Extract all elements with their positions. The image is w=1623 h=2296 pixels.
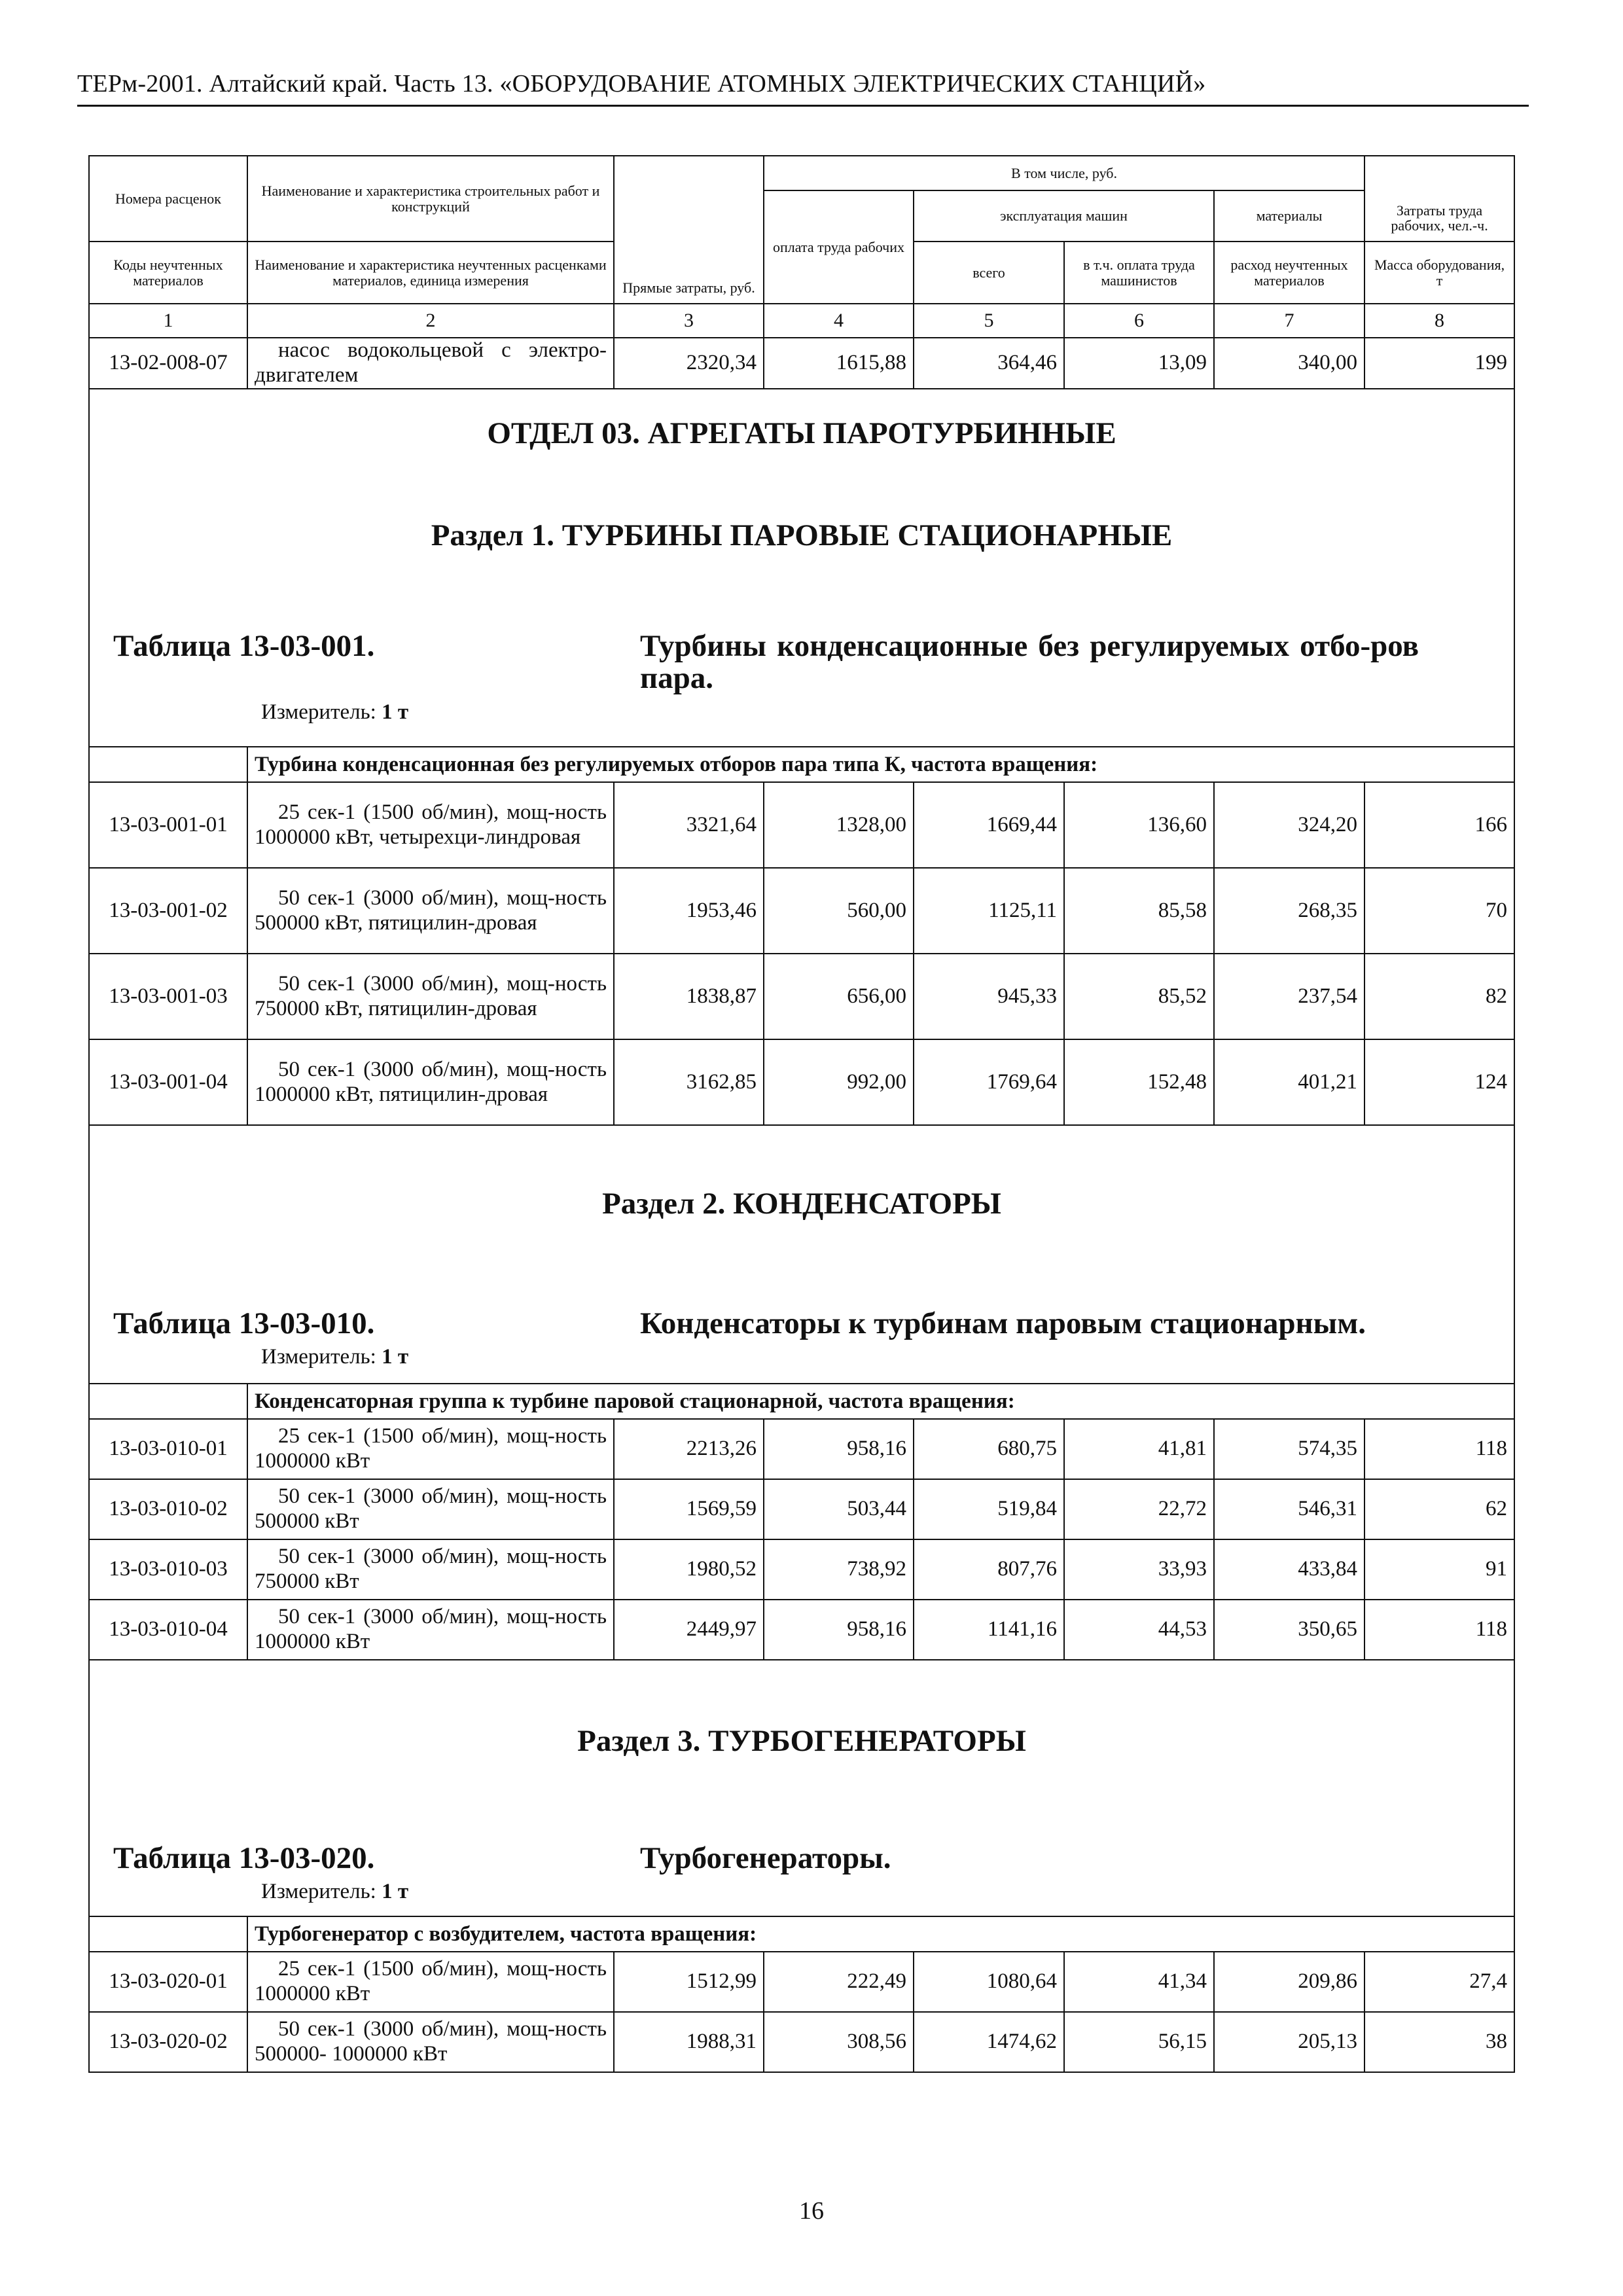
labor-costs-value: 199 bbox=[1364, 338, 1514, 389]
column-numbers-row bbox=[89, 304, 1514, 338]
rate-name-text: 50 сек-1 (3000 об/мин), мощ-ность 500000- 1000000 кВт bbox=[255, 2017, 607, 2066]
machine-total-value: 1125,11 bbox=[914, 868, 1064, 954]
group-row bbox=[89, 1916, 1514, 1952]
col-number: 2 bbox=[247, 304, 614, 338]
table-row bbox=[89, 2012, 1514, 2072]
direct-costs-value: 3321,64 bbox=[614, 782, 764, 868]
materials-value: 324,20 bbox=[1214, 782, 1364, 868]
table-row bbox=[89, 868, 1514, 954]
materials-value: 350,65 bbox=[1214, 1600, 1364, 1660]
worker-pay-value: 560,00 bbox=[764, 868, 914, 954]
direct-costs-value: 1953,46 bbox=[614, 868, 764, 954]
machinist-pay-value: 41,34 bbox=[1064, 1952, 1214, 2012]
labor-costs-value: 70 bbox=[1364, 868, 1514, 954]
group-row bbox=[89, 1384, 1514, 1419]
rate-name-text: 50 сек-1 (3000 об/мин), мощ-ность 1000000 кВт, пятицилин-дровая bbox=[255, 1057, 607, 1106]
rate-name bbox=[247, 1600, 614, 1660]
rate-name-text: 50 сек-1 (3000 об/мин), мощ-ность 1000000 кВт bbox=[255, 1605, 607, 1653]
col-number: 4 bbox=[764, 304, 914, 338]
rate-code: 13-03-001-04 bbox=[89, 1039, 247, 1125]
hdr-unaccounted-consumption: расход неучтенных материалов bbox=[1214, 242, 1364, 304]
machine-total-value: 1769,64 bbox=[914, 1039, 1064, 1125]
group-title: Конденсаторная группа к турбине паровой стационарной, частота вращения: bbox=[247, 1384, 1514, 1419]
direct-costs-value: 2449,97 bbox=[614, 1600, 764, 1660]
direct-costs-value: 1569,59 bbox=[614, 1479, 764, 1539]
meter bbox=[96, 1880, 1507, 1904]
table-title bbox=[96, 1842, 1507, 1874]
rate-name bbox=[247, 954, 614, 1039]
direct-costs-value: 1512,99 bbox=[614, 1952, 764, 2012]
hdr-total: всего bbox=[914, 242, 1064, 304]
machinist-pay-value: 44,53 bbox=[1064, 1600, 1214, 1660]
rate-name bbox=[247, 1419, 614, 1479]
direct-costs-value: 1980,52 bbox=[614, 1539, 764, 1600]
labor-costs-value: 38 bbox=[1364, 2012, 1514, 2072]
rate-code: 13-03-020-01 bbox=[89, 1952, 247, 2012]
group-row bbox=[89, 747, 1514, 782]
table-title bbox=[96, 1308, 1507, 1340]
table-number: Таблица 13-03-010. bbox=[113, 1306, 375, 1340]
rate-name-text: 25 сек-1 (1500 об/мин), мощ-ность 1000000 кВт bbox=[255, 1424, 607, 1473]
rate-code: 13-03-001-03 bbox=[89, 954, 247, 1039]
worker-pay-value: 738,92 bbox=[764, 1539, 914, 1600]
section-heading-row bbox=[89, 389, 1514, 747]
machine-total-value: 1141,16 bbox=[914, 1600, 1064, 1660]
rate-name bbox=[247, 1539, 614, 1600]
direct-costs-value: 2320,34 bbox=[614, 338, 764, 389]
hdr-incl-machinist-pay: в т.ч. оплата труда машинистов bbox=[1064, 242, 1214, 304]
table-row bbox=[89, 1039, 1514, 1125]
labor-costs-value: 118 bbox=[1364, 1600, 1514, 1660]
table-row bbox=[89, 782, 1514, 868]
table-number: Таблица 13-03-020. bbox=[113, 1841, 375, 1875]
rate-name bbox=[247, 2012, 614, 2072]
materials-value: 268,35 bbox=[1214, 868, 1364, 954]
labor-costs-value: 82 bbox=[1364, 954, 1514, 1039]
machine-total-value: 1080,64 bbox=[914, 1952, 1064, 2012]
col-number: 5 bbox=[914, 304, 1064, 338]
section-heading-row bbox=[89, 1660, 1514, 1916]
rate-name-text: 25 сек-1 (1500 об/мин), мощ-ность 1000000 кВт, четырехци-линдровая bbox=[255, 800, 607, 849]
meter bbox=[96, 1345, 1507, 1369]
materials-value: 205,13 bbox=[1214, 2012, 1364, 2072]
hdr-including: В том числе, руб. bbox=[764, 156, 1364, 190]
department-title: ОТДЕЛ 03. АГРЕГАТЫ ПАРОТУРБИННЫЕ bbox=[487, 416, 1116, 450]
machinist-pay-value: 41,81 bbox=[1064, 1419, 1214, 1479]
direct-costs-value: 1838,87 bbox=[614, 954, 764, 1039]
meter bbox=[96, 700, 1507, 725]
group-title: Турбогенератор с возбудителем, частота вращения: bbox=[247, 1916, 1514, 1952]
machinist-pay-value: 85,58 bbox=[1064, 868, 1214, 954]
header-rule bbox=[77, 105, 1529, 107]
meter-value: 1 т bbox=[382, 1345, 409, 1369]
machine-total-value: 1474,62 bbox=[914, 2012, 1064, 2072]
labor-costs-value: 118 bbox=[1364, 1419, 1514, 1479]
col-number: 8 bbox=[1364, 304, 1514, 338]
worker-pay-value: 656,00 bbox=[764, 954, 914, 1039]
meter-value: 1 т bbox=[382, 700, 409, 724]
meter-value: 1 т bbox=[382, 1880, 409, 1904]
worker-pay-value: 308,56 bbox=[764, 2012, 914, 2072]
page-number: 16 bbox=[799, 2197, 824, 2225]
materials-value: 401,21 bbox=[1214, 1039, 1364, 1125]
machine-total-value: 1669,44 bbox=[914, 782, 1064, 868]
machine-total-value: 680,75 bbox=[914, 1419, 1064, 1479]
rate-name-text: 50 сек-1 (3000 об/мин), мощ-ность 500000 кВт, пятицилин-дровая bbox=[255, 886, 607, 935]
materials-value: 209,86 bbox=[1214, 1952, 1364, 2012]
col-number: 3 bbox=[614, 304, 764, 338]
section-title: Раздел 1. ТУРБИНЫ ПАРОВЫЕ СТАЦИОНАРНЫЕ bbox=[431, 518, 1173, 552]
rate-code: 13-03-001-02 bbox=[89, 868, 247, 954]
labor-costs-value: 166 bbox=[1364, 782, 1514, 868]
rate-name bbox=[247, 782, 614, 868]
table-row bbox=[89, 338, 1514, 389]
hdr-unaccounted-codes: Коды неучтенных материалов bbox=[89, 242, 247, 304]
rate-name bbox=[247, 338, 614, 389]
rate-code: 13-03-001-01 bbox=[89, 782, 247, 868]
rate-name-text: 25 сек-1 (1500 об/мин), мощ-ность 1000000 кВт bbox=[255, 1957, 607, 2005]
table-name: Турбогенераторы. bbox=[640, 1841, 891, 1875]
materials-value: 574,35 bbox=[1214, 1419, 1364, 1479]
worker-pay-value: 958,16 bbox=[764, 1419, 914, 1479]
table-row bbox=[89, 1539, 1514, 1600]
rates-table bbox=[88, 155, 1515, 2073]
col-number: 6 bbox=[1064, 304, 1214, 338]
hdr-work-name: Наименование и характеристика строительных работ и конструкций bbox=[247, 156, 614, 242]
rate-name bbox=[247, 1039, 614, 1125]
table-row bbox=[89, 1952, 1514, 2012]
machine-total-value: 945,33 bbox=[914, 954, 1064, 1039]
rate-code: 13-03-010-01 bbox=[89, 1419, 247, 1479]
rate-name bbox=[247, 1952, 614, 2012]
worker-pay-value: 503,44 bbox=[764, 1479, 914, 1539]
worker-pay-value: 222,49 bbox=[764, 1952, 914, 2012]
machinist-pay-value: 136,60 bbox=[1064, 782, 1214, 868]
rate-code: 13-03-020-02 bbox=[89, 2012, 247, 2072]
hdr-unaccounted-names: Наименование и характеристика неучтенных расценками материалов, единица измерения bbox=[247, 242, 614, 304]
machine-total-value: 364,46 bbox=[914, 338, 1064, 389]
meter-label: Измеритель: bbox=[261, 1880, 376, 1904]
machinist-pay-value: 56,15 bbox=[1064, 2012, 1214, 2072]
rate-code: 13-03-010-03 bbox=[89, 1539, 247, 1600]
rate-name bbox=[247, 1479, 614, 1539]
machine-total-value: 519,84 bbox=[914, 1479, 1064, 1539]
rate-name bbox=[247, 868, 614, 954]
direct-costs-value: 3162,85 bbox=[614, 1039, 764, 1125]
table-name: Турбины конденсационные без регулируемых отбо-ров пара. bbox=[640, 629, 1419, 696]
worker-pay-value: 958,16 bbox=[764, 1600, 914, 1660]
col-number: 7 bbox=[1214, 304, 1364, 338]
section-heading-row bbox=[89, 1125, 1514, 1384]
table-row bbox=[89, 1419, 1514, 1479]
hdr-materials: материалы bbox=[1214, 190, 1364, 242]
machinist-pay-value: 13,09 bbox=[1064, 338, 1214, 389]
machine-total-value: 807,76 bbox=[914, 1539, 1064, 1600]
machinist-pay-value: 22,72 bbox=[1064, 1479, 1214, 1539]
col-number: 1 bbox=[89, 304, 247, 338]
labor-costs-value: 62 bbox=[1364, 1479, 1514, 1539]
table-title bbox=[96, 630, 1507, 695]
materials-value: 340,00 bbox=[1214, 338, 1364, 389]
table-row bbox=[89, 1479, 1514, 1539]
hdr-equipment-mass: Масса оборудования, т bbox=[1364, 242, 1514, 304]
table-row bbox=[89, 954, 1514, 1039]
table-name: Конденсаторы к турбинам паровым стационарным. bbox=[640, 1306, 1366, 1340]
hdr-direct-costs: Прямые затраты, руб. bbox=[614, 156, 764, 304]
table-number: Таблица 13-03-001. bbox=[113, 629, 375, 663]
direct-costs-value: 1988,31 bbox=[614, 2012, 764, 2072]
worker-pay-value: 1328,00 bbox=[764, 782, 914, 868]
hdr-labor-costs: Затраты труда рабочих, чел.-ч. bbox=[1364, 156, 1514, 242]
group-title: Турбина конденсационная без регулируемых отборов пара типа К, частота вращения: bbox=[247, 747, 1514, 782]
page-header: ТЕРм-2001. Алтайский край. Часть 13. «ОБОРУДОВАНИЕ АТОМНЫХ ЭЛЕКТРИЧЕСКИХ СТАНЦИЙ» bbox=[77, 70, 1206, 98]
section-title: Раздел 3. ТУРБОГЕНЕРАТОРЫ bbox=[577, 1724, 1026, 1758]
section-title: Раздел 2. КОНДЕНСАТОРЫ bbox=[602, 1187, 1001, 1221]
rate-name-text: 50 сек-1 (3000 об/мин), мощ-ность 500000 кВт bbox=[255, 1484, 607, 1533]
machinist-pay-value: 33,93 bbox=[1064, 1539, 1214, 1600]
labor-costs-value: 91 bbox=[1364, 1539, 1514, 1600]
labor-costs-value: 27,4 bbox=[1364, 1952, 1514, 2012]
materials-value: 237,54 bbox=[1214, 954, 1364, 1039]
rate-code: 13-03-010-02 bbox=[89, 1479, 247, 1539]
meter-label: Измеритель: bbox=[261, 1345, 376, 1369]
hdr-worker-pay: оплата труда рабочих bbox=[764, 190, 914, 304]
machinist-pay-value: 85,52 bbox=[1064, 954, 1214, 1039]
worker-pay-value: 992,00 bbox=[764, 1039, 914, 1125]
hdr-machine-operation: эксплуатация машин bbox=[914, 190, 1214, 242]
direct-costs-value: 2213,26 bbox=[614, 1419, 764, 1479]
meter-label: Измеритель: bbox=[261, 700, 376, 724]
rate-name-text: 50 сек-1 (3000 об/мин), мощ-ность 750000 кВт, пятицилин-дровая bbox=[255, 971, 607, 1020]
machinist-pay-value: 152,48 bbox=[1064, 1039, 1214, 1125]
rate-code: 13-02-008-07 bbox=[89, 338, 247, 389]
labor-costs-value: 124 bbox=[1364, 1039, 1514, 1125]
table-row bbox=[89, 1600, 1514, 1660]
materials-value: 546,31 bbox=[1214, 1479, 1364, 1539]
rate-code: 13-03-010-04 bbox=[89, 1600, 247, 1660]
rate-name-text: насос водокольцевой с электро-двигателем bbox=[255, 338, 607, 387]
materials-value: 433,84 bbox=[1214, 1539, 1364, 1600]
hdr-rate-numbers: Номера расценок bbox=[89, 156, 247, 242]
rate-name-text: 50 сек-1 (3000 об/мин), мощ-ность 750000 кВт bbox=[255, 1545, 607, 1593]
worker-pay-value: 1615,88 bbox=[764, 338, 914, 389]
